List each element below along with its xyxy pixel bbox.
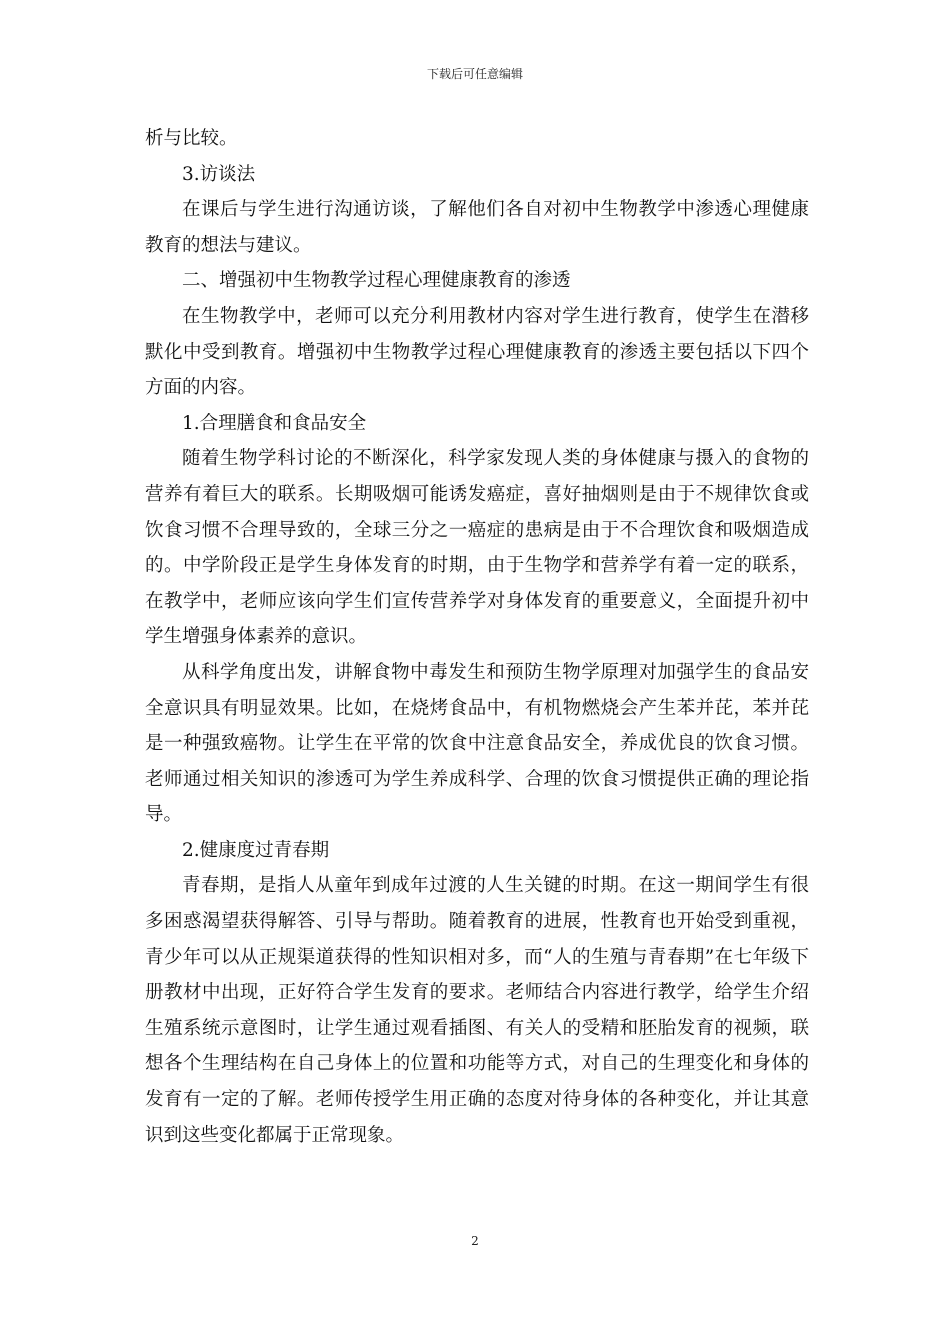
subheading-interview-method: 3.访谈法 <box>182 163 256 185</box>
paragraph: 在课后与学生进行沟通访谈，了解他们各自对初中生物教学中渗透心理健康教育的想法与建议。 <box>145 199 809 256</box>
section-heading-two: 二、增强初中生物教学过程心理健康教育的渗透 <box>182 270 571 292</box>
page-number: 2 <box>471 1234 479 1248</box>
paragraph: 从科学角度出发，讲解食物中毒发生和预防生物学原理对加强学生的食品安全意识具有明显效果。比如，在烧烤食品中，有机物燃烧会产生苯并芘，苯并芘是一种强致癌物。让学生在平常的饮食中注意食品安全，养成优良的饮食习惯。老师通过相关知识的渗透可为学生养成科学、合理的饮食习惯提供正确的理论指导。 <box>145 661 809 826</box>
document-body <box>145 121 809 1153</box>
paragraph: 青春期，是指人从童年到成年过渡的人生关键的时期。在这一期间学生有很多困惑渴望获得解答、引导与帮助。随着教育的进展，性教育也开始受到重视，青少年可以从正规渠道获得的性知识相对多，而“人的生殖与青春期”在七年级下册教材中出现，正好符合学生发育的要求。老师结合内容进行教学，给学生介绍生殖系统示意图时，让学生通过观看插图、有关人的受精和胚胎发育的视频，联想各个生理结构在自己身体上的位置和功能等方式，对自己的生理变化和身体的发育有一定的了解。老师传授学生用正确的态度对待身体的各种变化，并让其意识到这些变化都属于正常现象。 <box>145 875 809 1146</box>
paragraph: 在生物教学中，老师可以充分利用教材内容对学生进行教育，使学生在潜移默化中受到教育。增强初中生物教学过程心理健康教育的渗透主要包括以下四个方面的内容。 <box>145 305 809 399</box>
page-header: 下载后可任意编辑 <box>426 67 523 81</box>
paragraph-continuation: 析与比较。 <box>145 128 238 149</box>
paragraph: 随着生物学科讨论的不断深化，科学家发现人类的身体健康与摄入的食物的营养有着巨大的联系。长期吸烟可能诱发癌症，喜好抽烟则是由于不规律饮食或饮食习惯不合理导致的，全球三分之一癌症的患病是由于不合理饮食和吸烟造成的。中学阶段正是学生身体发育的时期，由于生物学和营养学有着一定的联系，在教学中，老师应该向学生们宣传营养学对身体发育的重要意义，全面提升初中学生增强身体素养的意识。 <box>145 448 809 648</box>
subheading-puberty: 2.健康度过青春期 <box>182 839 330 861</box>
subheading-diet-food-safety: 1.合理膳食和食品安全 <box>182 412 367 434</box>
